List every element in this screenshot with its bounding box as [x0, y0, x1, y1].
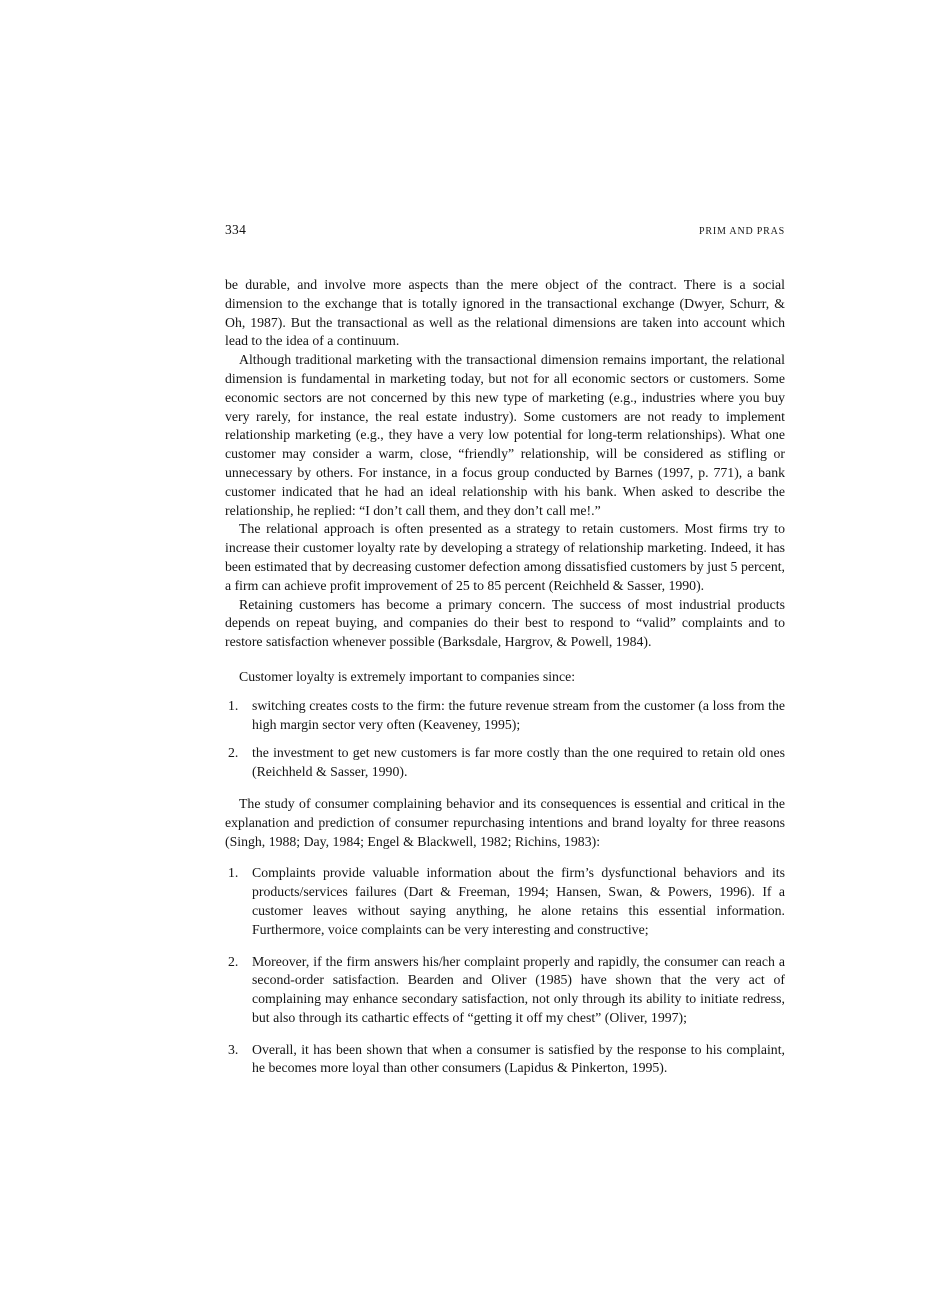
- paragraph-relational-marketing: Although traditional marketing with the transactional dimension remains important, the relational dimension is fundamental in marketing today, but not for all economic sectors or customers. Some economic sectors are not concerned by this new type of marketing (e.g., industries where you buy very rarely, for instance, the real estate industry). Some customers are not ready to implement relationship marketing (e.g., they have a very low potential for long-term relationships). What one customer may consider a warm, close, “friendly” relationship, will be considered as stifling or unnecessary by others. For instance, in a focus group conducted by Barnes (1997, p. 771), a bank customer indicated that he had an ideal relationship with his bank. When asked to describe the relationship, he replied: “I don’t call them, and they don’t call me!.”: [225, 352, 785, 518]
- list-item-text: Moreover, if the firm answers his/her complaint properly and rapidly, the consumer can reach a second-order satisfaction. Bearden and Oliver (1985) have shown that the very act of complaining may enhance secondary satisfaction, not only through its ability to initiate redress, but also through its cathartic effects of “getting it off my chest” (Oliver, 1997);: [252, 953, 785, 1025]
- list-item: [225, 744, 785, 782]
- page-header: [225, 222, 785, 238]
- paragraph-continued: be durable, and involve more aspects than the mere object of the contract. There is a social dimension to the exchange that is totally ignored in the transactional exchange (Dwyer, Schurr, & Oh, 1987). But the transactional as well as the relational dimensions are taken into account which lead to the idea of a continuum.: [225, 277, 785, 349]
- list-item-text: the investment to get new customers is far more costly than the one required to retain old ones (Reichheld & Sasser, 1990).: [252, 745, 785, 780]
- list-item: [225, 1041, 785, 1079]
- list-item: [225, 953, 785, 1028]
- complaining-reasons-list: [225, 864, 785, 1078]
- list-item-marker: 2.: [228, 953, 239, 969]
- page-number: 334: [225, 222, 247, 237]
- paragraph-loyalty-intro: Customer loyalty is extremely important to companies since:: [239, 668, 576, 684]
- paragraph-complaining-behavior: The study of consumer complaining behavior and its consequences is essential and critical in the explanation and prediction of consumer repurchasing intentions and brand loyalty for three reasons (Singh, 1988; Day, 1984; Engel & Blackwell, 1982; Richins, 1983):: [225, 795, 785, 849]
- list-item: [225, 864, 785, 939]
- list-item-marker: 3.: [228, 1041, 239, 1057]
- list-item-marker: 1.: [228, 865, 239, 881]
- list-item: [225, 697, 785, 735]
- list-item-marker: 2.: [228, 745, 239, 761]
- list-item-text: Complaints provide valuable information about the firm’s dysfunctional behaviors and its products/services failures (Dart & Freeman, 1994; Hansen, Swan, & Powers, 1996). If a customer leaves without saying anything, he alone retains this essential information. Furthermore, voice complaints can be very interesting and constructive;: [252, 865, 785, 937]
- loyalty-reasons-list: [225, 697, 785, 782]
- article-body: [225, 276, 785, 1078]
- running-header: PRIM AND PRAS: [699, 226, 785, 237]
- list-item-marker: 1.: [228, 697, 239, 713]
- list-item-text: Overall, it has been shown that when a consumer is satisfied by the response to his complaint, he becomes more loyal than other consumers (Lapidus & Pinkerton, 1995).: [252, 1041, 785, 1076]
- paragraph-retaining-customers: Retaining customers has become a primary concern. The success of most industrial products depends on repeat buying, and companies do their best to respond to “valid” complaints and to restore satisfaction whenever possible (Barksdale, Hargrov, & Powell, 1984).: [225, 596, 785, 650]
- paragraph-relational-approach: The relational approach is often presented as a strategy to retain customers. Most firms try to increase their customer loyalty rate by developing a strategy of relationship marketing. Indeed, it has been estimated that by decreasing customer defection among dissatisfied customers by just 5 percent, a firm can achieve profit improvement of 25 to 85 percent (Reichheld & Sasser, 1990).: [225, 521, 785, 593]
- list-item-text: switching creates costs to the firm: the future revenue stream from the customer (a loss from the high margin sector very often (Keaveney, 1995);: [252, 697, 785, 732]
